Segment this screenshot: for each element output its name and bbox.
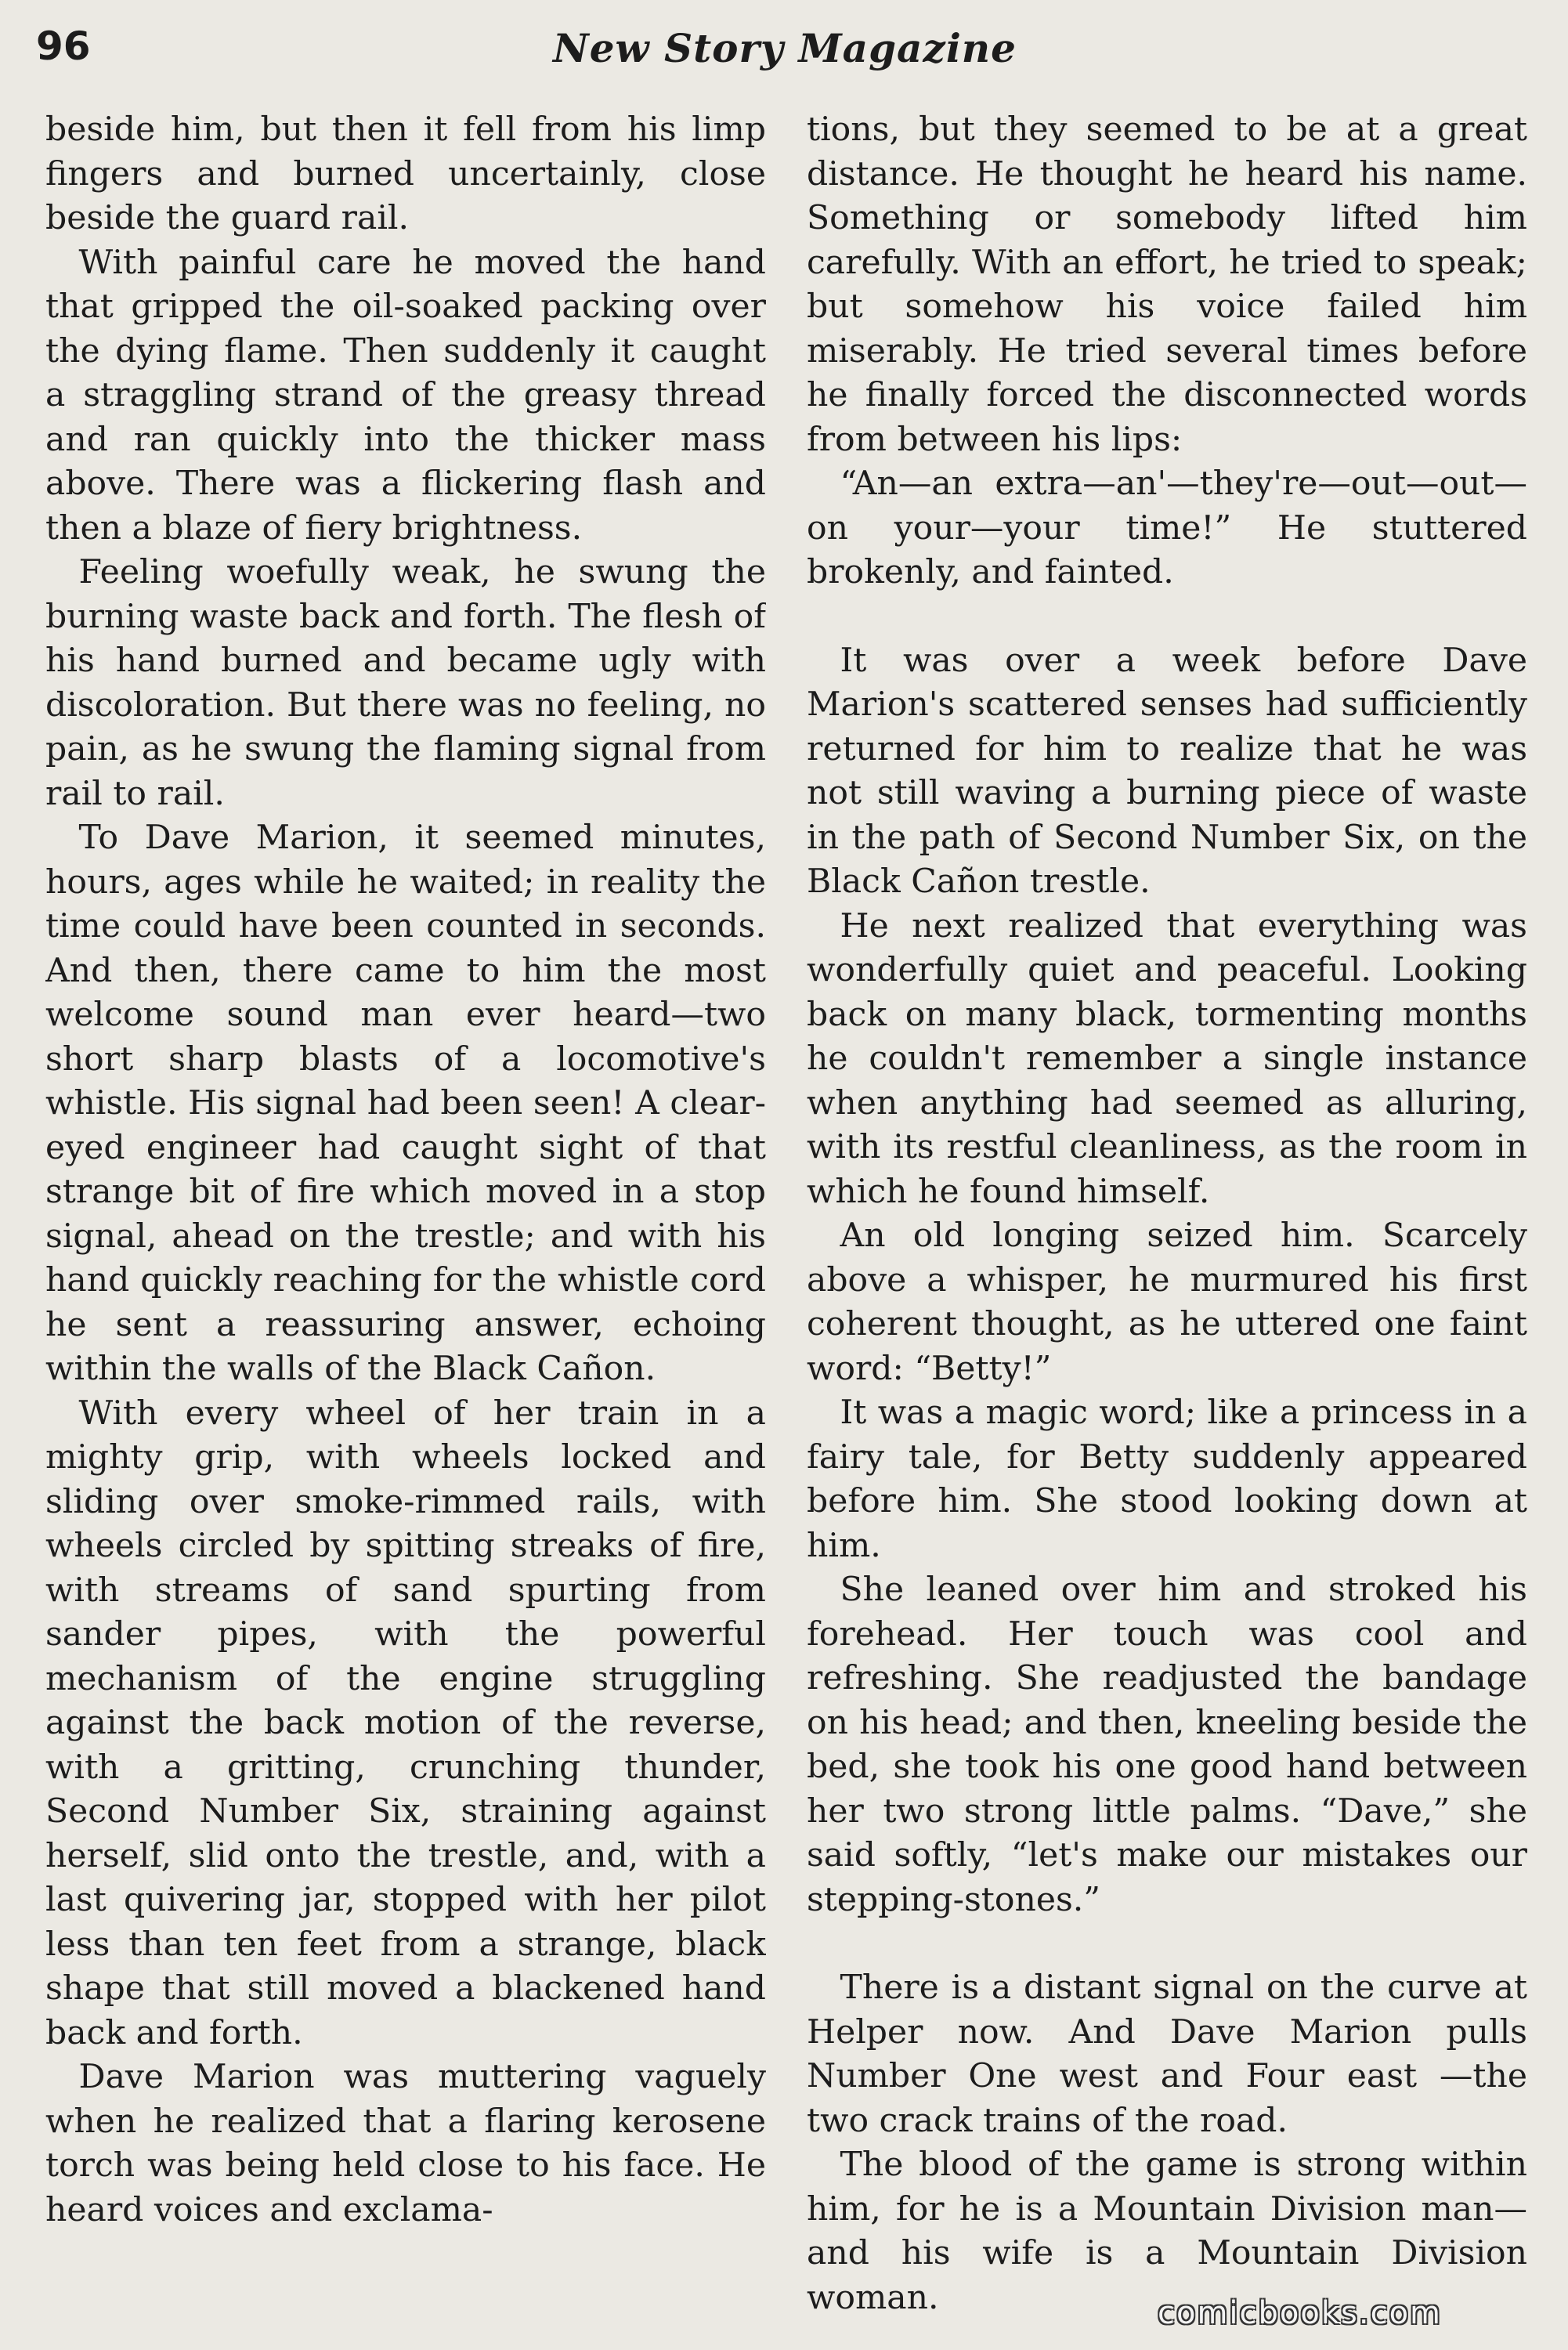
paragraph: The blood of the game is strong within him, for he is a Mountain Division man—and his wife is a Mountain Division woman.: [807, 2146, 1527, 2317]
paragraph: With painful care he moved the hand that gripped the oil-soaked packing over the dying flame. Then suddenly it caught a straggling strand of the greasy thread and ran quickly into the thicker mass above. There was a flickering flash and then a blaze of fiery brightness.: [45, 243, 766, 548]
paragraph: She leaned over him and stroked his forehead. Her touch was cool and refreshing. She readjusted the bandage on his head; and then, kneeling beside the bed, she took his one good hand between her two strong little palms. “Dave,” she said softly, “let's make our mistakes our stepping-stones.”: [807, 1571, 1527, 1919]
paragraph: “An—an extra—an'—they're—out—out—on your—your time!” He stuttered brokenly, and fainted.: [807, 465, 1527, 591]
paragraph: There is a distant signal on the curve at Helper now. And Dave Marion pulls Number One west and Four east —the two crack trains of the road.: [807, 1969, 1527, 2140]
paragraph: tions, but they seemed to be at a great distance. He thought he heard his name. Something or somebody lifted him carefully. With an effort, he tried to speak; but somehow his voice failed him miserably. He tried several times before he finally forced the disconnected words from between his lips:: [807, 110, 1527, 459]
paragraph: beside him, but then it fell from his limp fingers and burned uncertainly, close beside the guard rail.: [45, 110, 766, 237]
paragraph: Feeling woefully weak, he swung the burning waste back and forth. The flesh of his hand burned and became ugly with discoloration. But there was no feeling, no pain, as he swung the flaming signal from rail to rail.: [45, 553, 766, 813]
page-header: [36, 24, 1524, 78]
watermark: comicbooks.com: [1158, 2295, 1443, 2331]
paragraph: It was a magic word; like a princess in a fairy tale, for Betty suddenly appeared before him. She stood looking down at him.: [807, 1394, 1527, 1565]
magazine-title: New Story Magazine: [553, 25, 1017, 71]
paragraph: With every wheel of her train in a mighty grip, with wheels locked and sliding over smoke-rimmed rails, with wheels circled by spitting streaks of fire, with streams of sand spurting from sander pipes, with the powerful mechanism of the engine struggling against the back motion of the reverse, with a gritting, crunching thunder, Second Number Six, straining against herself, slid onto the trestle, and, with a last quivering jar, stopped with her pilot less than ten feet from a strange, black shape that still moved a blackened hand back and forth.: [45, 1394, 766, 2052]
paragraph: He next realized that everything was wonderfully quiet and peaceful. Looking back on many black, tormenting months he couldn't remember a single instance when anything had seemed as alluring, with its restful cleanliness, as the room in which he found himself.: [807, 906, 1527, 1211]
page-number: 96: [36, 24, 91, 69]
left-column: [45, 108, 766, 2317]
paragraph: It was over a week before Dave Marion's scattered senses had sufficiently returned for him to realize that he was not still waving a burning piece of waste in the path of Second Number Six, on the Black Cañon trestle.: [807, 641, 1527, 901]
paragraph: To Dave Marion, it seemed minutes, hours, ages while he waited; in reality the time could have been counted in seconds. And then, there came to him the most welcome sound man ever heard—two short sharp blasts of a locomotive's whistle. His signal had been seen! A clear-eyed engineer had caught sight of that strange bit of fire which moved in a stop signal, ahead on the trestle; and with his hand quickly reaching for the whistle cord he sent a reassuring answer, echoing within the walls of the Black Cañon.: [45, 819, 766, 1388]
paragraph: An old longing seized him. Scarcely above a whisper, he murmured his first coherent thought, as he uttered one faint word: “Betty!”: [807, 1217, 1527, 1388]
right-column: [807, 108, 1527, 2317]
paragraph: Dave Marion was muttering vaguely when he realized that a flaring kerosene torch was being held close to his face. He heard voices and exclama-: [45, 2058, 766, 2229]
